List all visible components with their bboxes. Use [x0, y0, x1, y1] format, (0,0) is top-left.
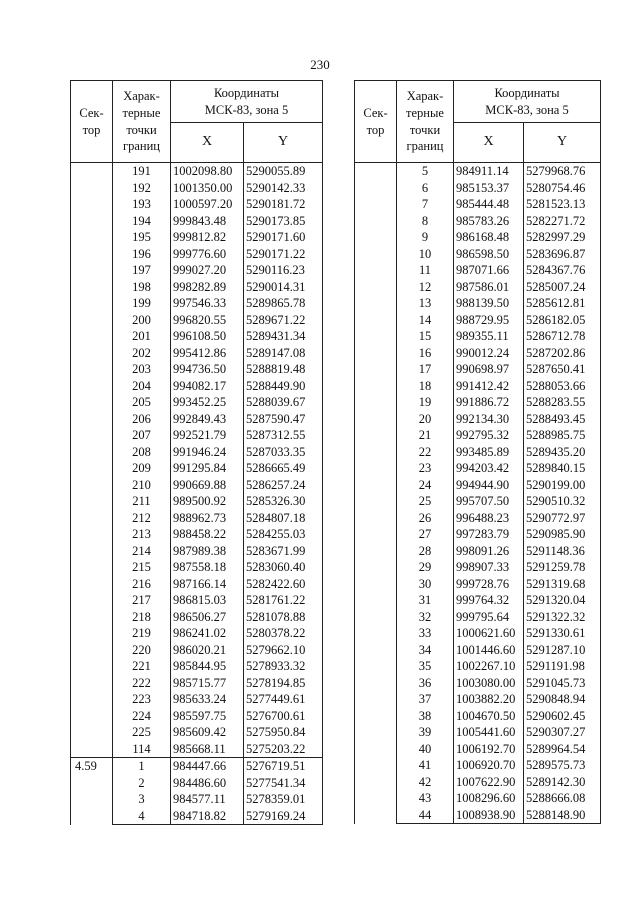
x-coordinate-cell: 986598.50: [454, 246, 524, 263]
x-header: X: [454, 123, 524, 163]
points-header: Харак- терные точки границ: [397, 81, 454, 163]
y-coordinate-cell: 5286712.78: [524, 328, 601, 345]
y-header: Y: [244, 123, 323, 163]
y-coordinate-cell: 5289435.20: [524, 444, 601, 461]
coords-header: Координаты МСК-83, зона 5: [171, 81, 323, 123]
y-coordinate-cell: 5290199.00: [524, 477, 601, 494]
point-number-cell: 30: [397, 576, 454, 593]
x-coordinate-cell: 999764.32: [454, 592, 524, 609]
x-coordinate-cell: 995412.86: [171, 345, 244, 362]
y-coordinate-cell: 5291319.68: [524, 576, 601, 593]
point-number-cell: 17: [397, 361, 454, 378]
point-number-cell: 44: [397, 807, 454, 824]
point-number-cell: 220: [113, 642, 171, 659]
x-coordinate-cell: 987166.14: [171, 576, 244, 593]
x-coordinate-cell: 1005441.60: [454, 724, 524, 741]
point-number-cell: 27: [397, 526, 454, 543]
y-coordinate-cell: 5284255.03: [244, 526, 323, 543]
x-coordinate-cell: 986020.21: [171, 642, 244, 659]
y-coordinate-cell: 5279968.76: [524, 163, 601, 180]
y-coordinate-cell: 5284367.76: [524, 262, 601, 279]
y-coordinate-cell: 5286257.24: [244, 477, 323, 494]
y-coordinate-cell: 5291191.98: [524, 658, 601, 675]
point-number-cell: 34: [397, 642, 454, 659]
point-number-cell: 29: [397, 559, 454, 576]
x-header: X: [171, 123, 244, 163]
x-coordinate-cell: 990012.24: [454, 345, 524, 362]
y-coordinate-cell: 5287033.35: [244, 444, 323, 461]
coordinates-table-left: [70, 80, 323, 825]
point-number-cell: 23: [397, 460, 454, 477]
point-number-cell: 195: [113, 229, 171, 246]
y-coordinate-cell: 5289575.73: [524, 757, 601, 774]
table-row: [355, 163, 601, 180]
x-coordinate-cell: 984447.66: [171, 758, 244, 775]
sector-cell: [355, 163, 397, 824]
y-coordinate-cell: 5279169.24: [244, 808, 323, 825]
y-coordinate-cell: 5286665.49: [244, 460, 323, 477]
y-coordinate-cell: 5291322.32: [524, 609, 601, 626]
x-coordinate-cell: 984911.14: [454, 163, 524, 180]
x-coordinate-cell: 997546.33: [171, 295, 244, 312]
x-coordinate-cell: 994944.90: [454, 477, 524, 494]
points-header: Харак- терные точки границ: [113, 81, 171, 163]
x-coordinate-cell: 985609.42: [171, 724, 244, 741]
x-coordinate-cell: 988458.22: [171, 526, 244, 543]
point-number-cell: 3: [113, 791, 171, 808]
x-coordinate-cell: 989355.11: [454, 328, 524, 345]
x-coordinate-cell: 986506.27: [171, 609, 244, 626]
coords-header: Координаты МСК-83, зона 5: [454, 81, 601, 123]
y-coordinate-cell: 5280754.46: [524, 180, 601, 197]
y-coordinate-cell: 5288666.08: [524, 790, 601, 807]
point-number-cell: 208: [113, 444, 171, 461]
x-coordinate-cell: 985668.11: [171, 741, 244, 758]
x-coordinate-cell: 988139.50: [454, 295, 524, 312]
point-number-cell: 191: [113, 163, 171, 180]
point-number-cell: 192: [113, 180, 171, 197]
x-coordinate-cell: 987071.66: [454, 262, 524, 279]
x-coordinate-cell: 999776.60: [171, 246, 244, 263]
sector-header: Сек- тор: [355, 81, 397, 163]
x-coordinate-cell: 985844.95: [171, 658, 244, 675]
y-coordinate-cell: 5291330.61: [524, 625, 601, 642]
y-coordinate-cell: 5288283.55: [524, 394, 601, 411]
x-coordinate-cell: 987586.01: [454, 279, 524, 296]
x-coordinate-cell: 1008938.90: [454, 807, 524, 824]
x-coordinate-cell: 998282.89: [171, 279, 244, 296]
point-number-cell: 31: [397, 592, 454, 609]
point-number-cell: 196: [113, 246, 171, 263]
x-coordinate-cell: 985444.48: [454, 196, 524, 213]
y-coordinate-cell: 5286182.05: [524, 312, 601, 329]
point-number-cell: 19: [397, 394, 454, 411]
point-number-cell: 217: [113, 592, 171, 609]
table-row: [71, 758, 323, 775]
y-coordinate-cell: 5290307.27: [524, 724, 601, 741]
y-coordinate-cell: 5290848.94: [524, 691, 601, 708]
x-coordinate-cell: 999728.76: [454, 576, 524, 593]
y-coordinate-cell: 5285007.24: [524, 279, 601, 296]
y-coordinate-cell: 5290772.97: [524, 510, 601, 527]
point-number-cell: 20: [397, 411, 454, 428]
page-number: 230: [310, 57, 330, 72]
point-number-cell: 32: [397, 609, 454, 626]
point-number-cell: 10: [397, 246, 454, 263]
x-coordinate-cell: 1003882.20: [454, 691, 524, 708]
point-number-cell: 24: [397, 477, 454, 494]
y-coordinate-cell: 5290171.60: [244, 229, 323, 246]
y-coordinate-cell: 5282271.72: [524, 213, 601, 230]
point-number-cell: 33: [397, 625, 454, 642]
y-coordinate-cell: 5281078.88: [244, 609, 323, 626]
point-number-cell: 39: [397, 724, 454, 741]
x-coordinate-cell: 992795.32: [454, 427, 524, 444]
y-coordinate-cell: 5289865.78: [244, 295, 323, 312]
point-number-cell: 40: [397, 741, 454, 758]
point-number-cell: 223: [113, 691, 171, 708]
point-number-cell: 4: [113, 808, 171, 825]
point-number-cell: 206: [113, 411, 171, 428]
y-coordinate-cell: 5287202.86: [524, 345, 601, 362]
y-coordinate-cell: 5291320.04: [524, 592, 601, 609]
y-coordinate-cell: 5289147.08: [244, 345, 323, 362]
x-coordinate-cell: 991946.24: [171, 444, 244, 461]
y-coordinate-cell: 5290985.90: [524, 526, 601, 543]
x-coordinate-cell: 984718.82: [171, 808, 244, 825]
point-number-cell: 14: [397, 312, 454, 329]
point-number-cell: 194: [113, 213, 171, 230]
point-number-cell: 18: [397, 378, 454, 395]
y-coordinate-cell: 5291287.10: [524, 642, 601, 659]
x-coordinate-cell: 991886.72: [454, 394, 524, 411]
y-coordinate-cell: 5285612.81: [524, 295, 601, 312]
y-coordinate-cell: 5287590.47: [244, 411, 323, 428]
point-number-cell: 12: [397, 279, 454, 296]
x-coordinate-cell: 999027.20: [171, 262, 244, 279]
x-coordinate-cell: 987558.18: [171, 559, 244, 576]
x-coordinate-cell: 1000597.20: [171, 196, 244, 213]
x-coordinate-cell: 987989.38: [171, 543, 244, 560]
y-coordinate-cell: 5290181.72: [244, 196, 323, 213]
x-coordinate-cell: 985633.24: [171, 691, 244, 708]
x-coordinate-cell: 1000621.60: [454, 625, 524, 642]
y-coordinate-cell: 5288449.90: [244, 378, 323, 395]
point-number-cell: 2: [113, 775, 171, 792]
x-coordinate-cell: 985783.26: [454, 213, 524, 230]
y-coordinate-cell: 5290171.22: [244, 246, 323, 263]
y-coordinate-cell: 5287312.55: [244, 427, 323, 444]
y-coordinate-cell: 5284807.18: [244, 510, 323, 527]
point-number-cell: 213: [113, 526, 171, 543]
x-coordinate-cell: 1001350.00: [171, 180, 244, 197]
point-number-cell: 197: [113, 262, 171, 279]
sector-header: Сек- тор: [71, 81, 113, 163]
y-coordinate-cell: 5282997.29: [524, 229, 601, 246]
x-coordinate-cell: 988729.95: [454, 312, 524, 329]
point-number-cell: 198: [113, 279, 171, 296]
y-coordinate-cell: 5276719.51: [244, 758, 323, 775]
x-coordinate-cell: 996820.55: [171, 312, 244, 329]
point-number-cell: 214: [113, 543, 171, 560]
y-coordinate-cell: 5279662.10: [244, 642, 323, 659]
point-number-cell: 26: [397, 510, 454, 527]
y-coordinate-cell: 5281761.22: [244, 592, 323, 609]
x-coordinate-cell: 985153.37: [454, 180, 524, 197]
x-coordinate-cell: 994203.42: [454, 460, 524, 477]
y-coordinate-cell: 5283060.40: [244, 559, 323, 576]
y-coordinate-cell: 5276700.61: [244, 708, 323, 725]
x-coordinate-cell: 999843.48: [171, 213, 244, 230]
y-coordinate-cell: 5277449.61: [244, 691, 323, 708]
point-number-cell: 35: [397, 658, 454, 675]
point-number-cell: 37: [397, 691, 454, 708]
point-number-cell: 219: [113, 625, 171, 642]
point-number-cell: 221: [113, 658, 171, 675]
x-coordinate-cell: 1001446.60: [454, 642, 524, 659]
y-coordinate-cell: 5278194.85: [244, 675, 323, 692]
y-header: Y: [524, 123, 601, 163]
y-coordinate-cell: 5290173.85: [244, 213, 323, 230]
point-number-cell: 205: [113, 394, 171, 411]
point-number-cell: 41: [397, 757, 454, 774]
point-number-cell: 211: [113, 493, 171, 510]
x-coordinate-cell: 1006920.70: [454, 757, 524, 774]
x-coordinate-cell: 995707.50: [454, 493, 524, 510]
x-coordinate-cell: 993485.89: [454, 444, 524, 461]
x-coordinate-cell: 1007622.90: [454, 774, 524, 791]
x-coordinate-cell: 994736.50: [171, 361, 244, 378]
point-number-cell: 43: [397, 790, 454, 807]
x-coordinate-cell: 988962.73: [171, 510, 244, 527]
y-coordinate-cell: 5277541.34: [244, 775, 323, 792]
y-coordinate-cell: 5289964.54: [524, 741, 601, 758]
y-coordinate-cell: 5291148.36: [524, 543, 601, 560]
y-coordinate-cell: 5290142.33: [244, 180, 323, 197]
point-number-cell: 42: [397, 774, 454, 791]
x-coordinate-cell: 997283.79: [454, 526, 524, 543]
y-coordinate-cell: 5290510.32: [524, 493, 601, 510]
y-coordinate-cell: 5281523.13: [524, 196, 601, 213]
point-number-cell: 207: [113, 427, 171, 444]
x-coordinate-cell: 992134.30: [454, 411, 524, 428]
sector-cell: 4.59: [71, 758, 113, 825]
y-coordinate-cell: 5287650.41: [524, 361, 601, 378]
y-coordinate-cell: 5288493.45: [524, 411, 601, 428]
point-number-cell: 16: [397, 345, 454, 362]
point-number-cell: 114: [113, 741, 171, 758]
point-number-cell: 36: [397, 675, 454, 692]
sector-cell: [71, 163, 113, 758]
x-coordinate-cell: 1003080.00: [454, 675, 524, 692]
x-coordinate-cell: 986168.48: [454, 229, 524, 246]
y-coordinate-cell: 5275950.84: [244, 724, 323, 741]
x-coordinate-cell: 985597.75: [171, 708, 244, 725]
point-number-cell: 21: [397, 427, 454, 444]
y-coordinate-cell: 5290055.89: [244, 163, 323, 180]
x-coordinate-cell: 1002267.10: [454, 658, 524, 675]
point-number-cell: 200: [113, 312, 171, 329]
coordinates-table-right: [354, 80, 601, 824]
y-coordinate-cell: 5289431.34: [244, 328, 323, 345]
x-coordinate-cell: 990698.97: [454, 361, 524, 378]
x-coordinate-cell: 984577.11: [171, 791, 244, 808]
point-number-cell: 9: [397, 229, 454, 246]
x-coordinate-cell: 998091.26: [454, 543, 524, 560]
x-coordinate-cell: 994082.17: [171, 378, 244, 395]
x-coordinate-cell: 990669.88: [171, 477, 244, 494]
x-coordinate-cell: 989500.92: [171, 493, 244, 510]
x-coordinate-cell: 986241.02: [171, 625, 244, 642]
table-row: [71, 163, 323, 180]
x-coordinate-cell: 996488.23: [454, 510, 524, 527]
x-coordinate-cell: 991295.84: [171, 460, 244, 477]
y-coordinate-cell: 5288039.67: [244, 394, 323, 411]
y-coordinate-cell: 5283696.87: [524, 246, 601, 263]
x-coordinate-cell: 1002098.80: [171, 163, 244, 180]
y-coordinate-cell: 5278359.01: [244, 791, 323, 808]
point-number-cell: 204: [113, 378, 171, 395]
x-coordinate-cell: 1004670.50: [454, 708, 524, 725]
point-number-cell: 209: [113, 460, 171, 477]
point-number-cell: 7: [397, 196, 454, 213]
y-coordinate-cell: 5290014.31: [244, 279, 323, 296]
point-number-cell: 8: [397, 213, 454, 230]
y-coordinate-cell: 5282422.60: [244, 576, 323, 593]
point-number-cell: 1: [113, 758, 171, 775]
x-coordinate-cell: 999812.82: [171, 229, 244, 246]
point-number-cell: 38: [397, 708, 454, 725]
y-coordinate-cell: 5280378.22: [244, 625, 323, 642]
point-number-cell: 225: [113, 724, 171, 741]
x-coordinate-cell: 986815.03: [171, 592, 244, 609]
y-coordinate-cell: 5290602.45: [524, 708, 601, 725]
point-number-cell: 25: [397, 493, 454, 510]
x-coordinate-cell: 1006192.70: [454, 741, 524, 758]
y-coordinate-cell: 5290116.23: [244, 262, 323, 279]
y-coordinate-cell: 5289840.15: [524, 460, 601, 477]
point-number-cell: 218: [113, 609, 171, 626]
y-coordinate-cell: 5288148.90: [524, 807, 601, 824]
point-number-cell: 212: [113, 510, 171, 527]
point-number-cell: 203: [113, 361, 171, 378]
y-coordinate-cell: 5288819.48: [244, 361, 323, 378]
x-coordinate-cell: 993452.25: [171, 394, 244, 411]
x-coordinate-cell: 999795.64: [454, 609, 524, 626]
y-coordinate-cell: 5289142.30: [524, 774, 601, 791]
point-number-cell: 15: [397, 328, 454, 345]
y-coordinate-cell: 5289671.22: [244, 312, 323, 329]
x-coordinate-cell: 985715.77: [171, 675, 244, 692]
x-coordinate-cell: 992521.79: [171, 427, 244, 444]
point-number-cell: 11: [397, 262, 454, 279]
y-coordinate-cell: 5285326.30: [244, 493, 323, 510]
point-number-cell: 28: [397, 543, 454, 560]
point-number-cell: 224: [113, 708, 171, 725]
point-number-cell: 6: [397, 180, 454, 197]
point-number-cell: 201: [113, 328, 171, 345]
point-number-cell: 216: [113, 576, 171, 593]
point-number-cell: 215: [113, 559, 171, 576]
point-number-cell: 13: [397, 295, 454, 312]
x-coordinate-cell: 992849.43: [171, 411, 244, 428]
point-number-cell: 22: [397, 444, 454, 461]
x-coordinate-cell: 1008296.60: [454, 790, 524, 807]
x-coordinate-cell: 996108.50: [171, 328, 244, 345]
y-coordinate-cell: 5278933.32: [244, 658, 323, 675]
point-number-cell: 210: [113, 477, 171, 494]
point-number-cell: 193: [113, 196, 171, 213]
point-number-cell: 202: [113, 345, 171, 362]
x-coordinate-cell: 998907.33: [454, 559, 524, 576]
x-coordinate-cell: 984486.60: [171, 775, 244, 792]
point-number-cell: 199: [113, 295, 171, 312]
x-coordinate-cell: 991412.42: [454, 378, 524, 395]
y-coordinate-cell: 5288985.75: [524, 427, 601, 444]
y-coordinate-cell: 5291045.73: [524, 675, 601, 692]
point-number-cell: 222: [113, 675, 171, 692]
y-coordinate-cell: 5288053.66: [524, 378, 601, 395]
y-coordinate-cell: 5291259.78: [524, 559, 601, 576]
y-coordinate-cell: 5283671.99: [244, 543, 323, 560]
y-coordinate-cell: 5275203.22: [244, 741, 323, 758]
point-number-cell: 5: [397, 163, 454, 180]
